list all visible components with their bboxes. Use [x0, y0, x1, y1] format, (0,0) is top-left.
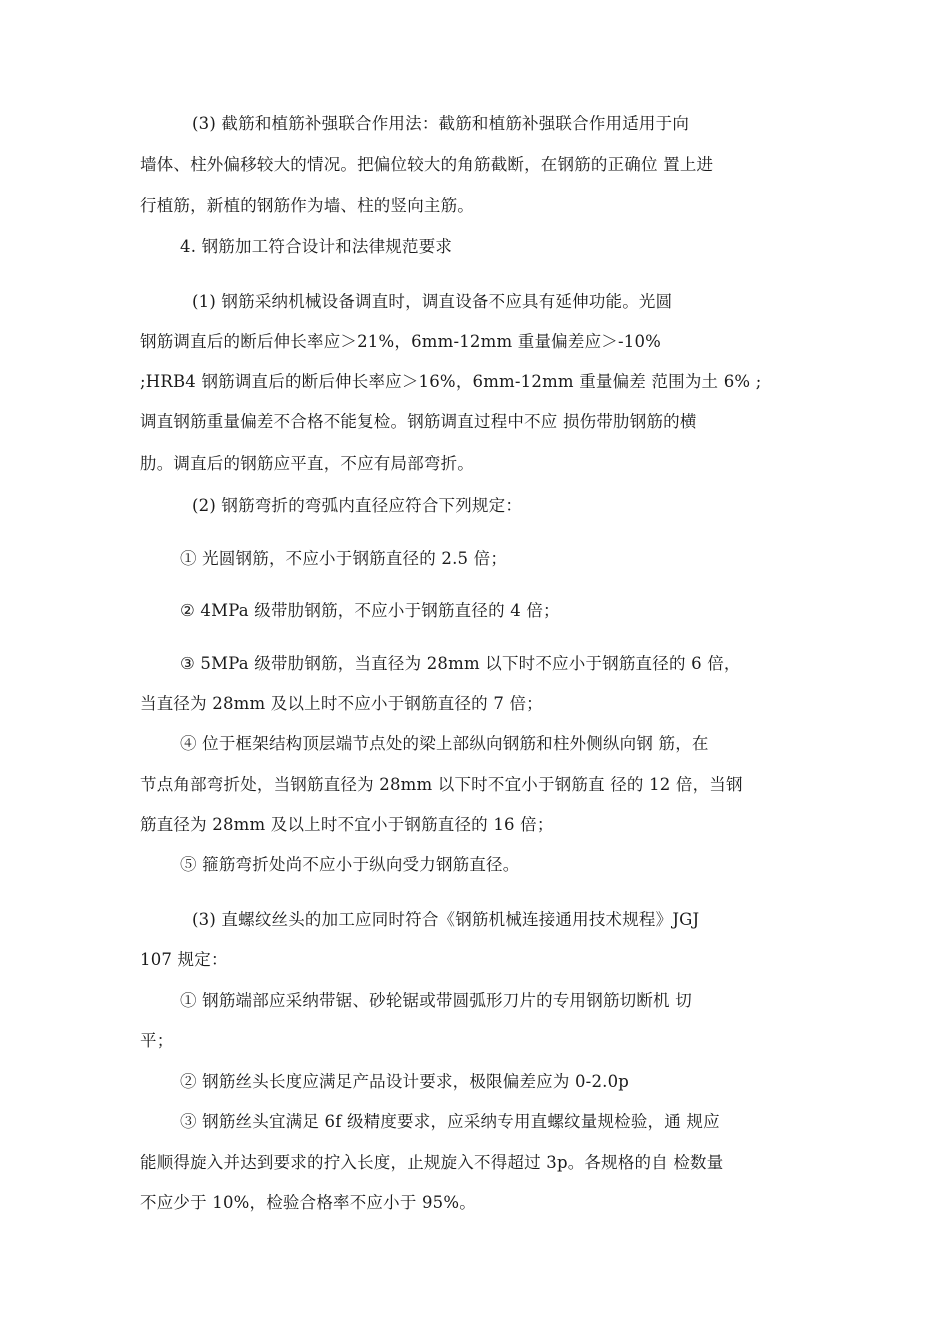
paragraph-line: (3) 截筋和植筋补强联合作用法：截筋和植筋补强联合作用适用于向 [192, 114, 690, 133]
paragraph-line: ;HRB4 钢筋调直后的断后伸长率应＞16%，6mm-12mm 重量偏差 范围为土 6% ; [140, 372, 762, 391]
paragraph-line: 筋直径为 28mm 及以上时不宜小于钢筋直径的 16 倍； [140, 815, 554, 834]
paragraph-line: 107 规定： [140, 950, 228, 969]
list-item: ① 光圆钢筋，不应小于钢筋直径的 2.5 倍； [180, 549, 508, 568]
paragraph-line: 肋。调直后的钢筋应平直，不应有局部弯折。 [140, 454, 474, 473]
list-item: ③ 5MPa 级带肋钢筋，当直径为 28mm 以下时不应小于钢筋直径的 6 倍， [180, 654, 741, 673]
list-item: ④ 位于框架结构顶层端节点处的梁上部纵向钢筋和柱外侧纵向钢 筋，在 [180, 734, 709, 753]
list-item: ② 4MPa 级带肋钢筋，不应小于钢筋直径的 4 倍； [180, 601, 560, 620]
paragraph-line: (2) 钢筋弯折的弯弧内直径应符合下列规定： [192, 496, 523, 515]
paragraph-line: 墙体、柱外偏移较大的情况。把偏位较大的角筋截断，在钢筋的正确位 置上进 [140, 155, 714, 174]
paragraph-line: 当直径为 28mm 及以上时不应小于钢筋直径的 7 倍； [140, 694, 543, 713]
paragraph-line: 能顺得旋入并达到要求的拧入长度，止规旋入不得超过 3p。各规格的自 检数量 [140, 1153, 724, 1172]
paragraph-line: (3) 直螺纹丝头的加工应同时符合《钢筋机械连接通用技术规程》JGJ [192, 910, 700, 929]
list-item: ③ 钢筋丝头宜满足 6f 级精度要求，应采纳专用直螺纹量规检验，通 规应 [180, 1112, 720, 1131]
section-heading: 4. 钢筋加工符合设计和法律规范要求 [180, 237, 453, 256]
paragraph-line: 调直钢筋重量偏差不合格不能复检。钢筋调直过程中不应 损伤带肋钢筋的横 [140, 412, 697, 431]
paragraph-line: (1) 钢筋采纳机械设备调直时，调直设备不应具有延伸功能。光圆 [192, 292, 673, 311]
list-item: ② 钢筋丝头长度应满足产品设计要求，极限偏差应为 0-2.0p [180, 1072, 630, 1091]
list-item: ① 钢筋端部应采纳带锯、砂轮锯或带圆弧形刀片的专用钢筋切断机 切 [180, 991, 692, 1010]
paragraph-line: 不应少于 10%，检验合格率不应小于 95%。 [140, 1193, 476, 1212]
paragraph-line: 平； [140, 1031, 174, 1050]
paragraph-line: 节点角部弯折处，当钢筋直径为 28mm 以下时不宜小于钢筋直 径的 12 倍，当钢 [140, 775, 743, 794]
paragraph-line: 钢筋调直后的断后伸长率应＞21%，6mm-12mm 重量偏差应＞-10% [140, 332, 662, 351]
list-item: ⑤ 箍筋弯折处尚不应小于纵向受力钢筋直径。 [180, 855, 520, 874]
paragraph-line: 行植筋，新植的钢筋作为墙、柱的竖向主筋。 [140, 196, 474, 215]
